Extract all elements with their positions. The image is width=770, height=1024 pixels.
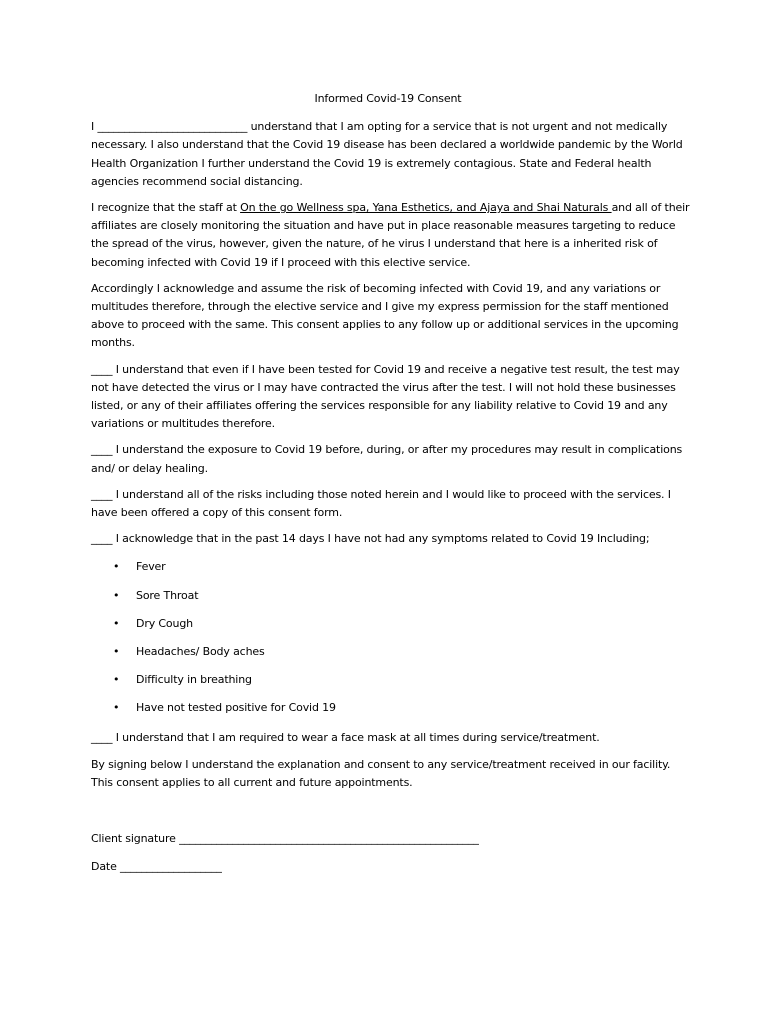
paragraph-exposure: ____ I understand the exposure to Covid 19 before, during, or after my procedures may result in complications and/ or delay healing. (91, 443, 683, 475)
staff-text-after: and all of their affiliates are closely monitoring the situation and have put in place reasonable measures targeting to reduce the spread of the virus, however, given the nature, of he virus I understand that here is a inherited risk of becoming infected with Covid 19 if I proceed with this elective service. (91, 201, 690, 269)
bullet-icon: • (113, 616, 120, 630)
symptom-list (91, 558, 691, 719)
paragraph-signing-consent: By signing below I understand the explanation and consent to any service/treatment received in our facility. This consent applies to all current and future appointments. (91, 757, 671, 789)
paragraph-face-mask: ____ I understand that I am required to wear a face mask at all times during service/treatment. (91, 731, 600, 745)
list-item (91, 615, 691, 643)
paragraph-test-result: ____ I understand that even if I have been tested for Covid 19 and receive a negative test result, the test may not have detected the virus or I may have contracted the virus after the test. I will not hold these businesses listed, or any of their affiliates offering the services responsible for any liability relative to Covid 19 and any variations or multitudes therefore. (91, 362, 680, 431)
bullet-icon: • (113, 701, 120, 715)
list-item (91, 671, 691, 699)
bullet-icon: • (113, 560, 120, 574)
consent-document (91, 90, 691, 886)
paragraph-no-symptoms: ____ I acknowledge that in the past 14 days I have not had any symptoms related to Covid 19 Including; (91, 532, 650, 546)
signature-block (91, 830, 691, 876)
document-title: Informed Covid-19 Consent (314, 92, 462, 105)
symptom-label: Sore Throat (136, 588, 199, 602)
staff-text-before: I recognize that the staff at (91, 201, 241, 215)
symptom-label: Have not tested positive for Covid 19 (136, 701, 336, 715)
date-field[interactable]: Date ___________________ (91, 860, 222, 874)
list-item (91, 558, 691, 586)
bullet-icon: • (113, 588, 120, 602)
bullet-icon: • (113, 673, 120, 687)
paragraph-staff-recognition (91, 199, 691, 272)
bullet-icon: • (113, 645, 120, 659)
symptom-label: Fever (136, 560, 166, 574)
symptom-label: Difficulty in breathing (136, 673, 252, 687)
list-item (91, 587, 691, 615)
list-item (91, 699, 691, 719)
business-names: On the go Wellness spa, Yana Esthetics, and Ajaya and Shai Naturals (240, 201, 612, 215)
symptom-label: Headaches/ Body aches (136, 645, 265, 659)
client-signature-field[interactable]: Client signature ________________________________________________________ (91, 832, 479, 846)
symptom-label: Dry Cough (136, 616, 193, 630)
list-item (91, 643, 691, 671)
paragraph-assume-risk: Accordingly I acknowledge and assume the risk of becoming infected with Covid 19, and any variations or multitudes therefore, through the elective service and I give my express permission for the staff mentioned above to proceed with the same. This consent applies to any follow up or additional services in the upcoming months. (91, 281, 679, 350)
paragraph-risks-proceed: ____ I understand all of the risks including those noted herein and I would like to proceed with the services. I have been offered a copy of this consent form. (91, 487, 671, 520)
paragraph-opt-in: I ____________________________ understand that I am opting for a service that is not urgent and not medically necessary. I also understand that the Covid 19 disease has been declared a worldwide pandemic by the World Health Organization I further understand the Covid 19 is extremely contagious. State and Federal health agencies recommend social distancing. (91, 120, 683, 188)
